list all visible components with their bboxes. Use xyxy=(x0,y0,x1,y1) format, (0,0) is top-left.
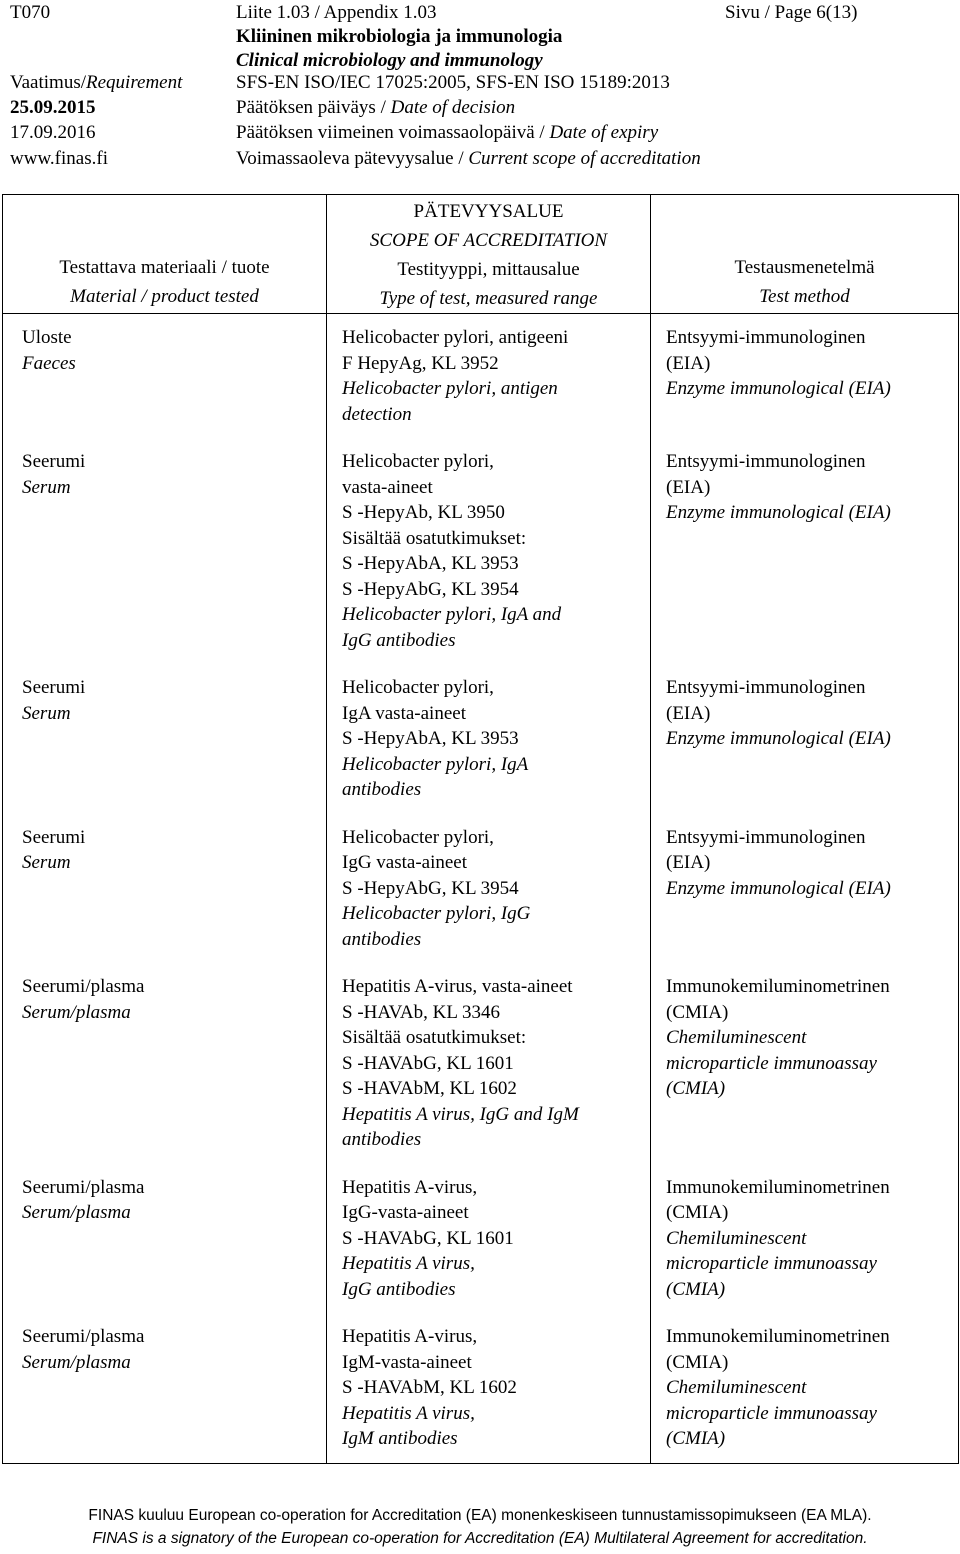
header-material-fi: Testattava materiaali / tuote xyxy=(59,257,270,278)
cell-line: S -HepyAbG, KL 3954 xyxy=(342,877,519,899)
cell-line: Entsyymi-immunologinen xyxy=(666,677,866,698)
cell-line: Hepatitis A-virus, xyxy=(342,1176,478,1198)
cell-line: Chemiluminescent xyxy=(666,1027,807,1048)
cell-line: (CMIA) xyxy=(666,1278,726,1300)
table-row xyxy=(3,963,959,1164)
cell-line: (EIA) xyxy=(666,852,711,873)
cell-line: IgG antibodies xyxy=(342,629,456,651)
cell-line: microparticle immunoassay xyxy=(666,1052,877,1074)
cell-line: Seerumi/plasma xyxy=(22,976,145,997)
scope-table xyxy=(2,194,959,1464)
cell-line: Helicobacter pylori, antigen xyxy=(342,378,558,399)
cell-line: F HepyAg, KL 3952 xyxy=(342,352,499,374)
footer-fi: FINAS kuuluu European co-operation for Accreditation (EA) monenkeskiseen tunnustamissopimukseen (EA MLA). xyxy=(88,1507,872,1524)
cell-line: Hepatitis A virus, xyxy=(342,1402,475,1424)
material-cell xyxy=(3,314,327,439)
header-row-1 xyxy=(0,0,960,26)
cell-line: Chemiluminescent xyxy=(666,1377,807,1398)
cell-line: S -HAVAbM, KL 1602 xyxy=(342,1377,517,1398)
cell-line: Hepatitis A virus, IgG and IgM xyxy=(342,1103,579,1125)
scope-label: Voimassaoleva pätevyysalue / Current scope of accreditation xyxy=(236,148,701,169)
cell-line: Helicobacter pylori, xyxy=(342,677,494,698)
test-method-cell xyxy=(651,314,959,439)
cell-line: S -HAVAbG, KL 1601 xyxy=(342,1227,514,1249)
cell-line: (CMIA) xyxy=(666,1351,729,1373)
cell-line: Faeces xyxy=(22,352,76,374)
table-row xyxy=(3,314,959,439)
finas-website[interactable]: www.finas.fi xyxy=(10,148,108,169)
cell-line: Helicobacter pylori, IgG xyxy=(342,903,531,924)
test-method-cell xyxy=(651,963,959,1164)
cell-line: Helicobacter pylori, IgA and xyxy=(342,604,562,625)
cell-line: Serum/plasma xyxy=(22,1351,131,1373)
header-row-2 xyxy=(0,24,960,50)
cell-line: antibodies xyxy=(342,1129,422,1150)
cell-line: (EIA) xyxy=(666,702,711,724)
appendix-label: Liite 1.03 / Appendix 1.03 xyxy=(236,2,437,23)
cell-line: vasta-aineet xyxy=(342,476,433,498)
header-row-4 xyxy=(0,70,960,96)
material-cell xyxy=(3,963,327,1164)
cell-line: Uloste xyxy=(22,327,72,348)
cell-line: Seerumi xyxy=(22,451,86,472)
cell-line: Immunokemiluminometrinen xyxy=(666,1326,890,1347)
test-method-cell xyxy=(651,1164,959,1314)
cell-line: detection xyxy=(342,403,412,425)
requirement-value: SFS-EN ISO/IEC 17025:2005, SFS-EN ISO 15189:2013 xyxy=(236,72,670,93)
cell-line: IgG vasta-aineet xyxy=(342,852,468,873)
header-method-en: Test method xyxy=(759,286,850,307)
test-type-cell xyxy=(327,963,651,1164)
header-material xyxy=(3,195,327,314)
cell-line: Seerumi xyxy=(22,677,86,698)
expiry-label: Päätöksen viimeinen voimassaolopäivä / Date of expiry xyxy=(236,122,659,143)
cell-line: Entsyymi-immunologinen xyxy=(666,327,866,348)
cell-line: Hepatitis A-virus, xyxy=(342,1326,478,1347)
cell-line: S -HepyAbA, KL 3953 xyxy=(342,553,519,574)
cell-line: Enzyme immunological (EIA) xyxy=(666,728,891,749)
table-row xyxy=(3,438,959,664)
cell-line: Entsyymi-immunologinen xyxy=(666,451,866,472)
header-type-fi: Testityyppi, mittausalue xyxy=(397,259,580,280)
test-type-cell xyxy=(327,438,651,664)
material-cell xyxy=(3,664,327,814)
cell-line: S -HAVAb, KL 3346 xyxy=(342,1001,501,1023)
expiry-date: 17.09.2016 xyxy=(10,122,96,143)
cell-line: S -HepyAb, KL 3950 xyxy=(342,502,505,523)
cell-line: Helicobacter pylori, IgA xyxy=(342,753,529,775)
material-cell xyxy=(3,1164,327,1314)
cell-line: Immunokemiluminometrinen xyxy=(666,976,890,997)
cell-line: (CMIA) xyxy=(666,1428,726,1449)
header-row-6 xyxy=(0,120,960,146)
material-cell xyxy=(3,814,327,964)
cell-line: Enzyme immunological (EIA) xyxy=(666,502,891,523)
cell-line: Seerumi/plasma xyxy=(22,1326,145,1347)
cell-line: S -HepyAbA, KL 3953 xyxy=(342,728,519,749)
cell-line: (EIA) xyxy=(666,476,711,498)
header-type xyxy=(327,195,651,314)
table-row xyxy=(3,814,959,964)
cell-line: Serum xyxy=(22,702,71,724)
header-scope-en: SCOPE OF ACCREDITATION xyxy=(369,230,608,251)
cell-line: microparticle immunoassay xyxy=(666,1253,877,1274)
header-method-fi: Testausmenetelmä xyxy=(734,257,875,278)
cell-line: Serum xyxy=(22,476,71,498)
test-type-cell xyxy=(327,664,651,814)
header-type-en: Type of test, measured range xyxy=(379,288,598,309)
test-method-cell xyxy=(651,1313,959,1463)
cell-line: (CMIA) xyxy=(666,1001,729,1023)
cell-line: antibodies xyxy=(342,928,422,950)
table-header-row xyxy=(3,195,959,314)
field-title-en: Clinical microbiology and immunology xyxy=(236,50,543,71)
cell-line: Entsyymi-immunologinen xyxy=(666,826,866,848)
test-type-cell xyxy=(327,814,651,964)
test-type-cell xyxy=(327,314,651,439)
cell-line: Helicobacter pylori, xyxy=(342,826,494,848)
cell-line: Helicobacter pylori, antigeeni xyxy=(342,327,569,348)
table-row xyxy=(3,664,959,814)
cell-line: Serum xyxy=(22,852,71,873)
cell-line: (CMIA) xyxy=(666,1078,726,1099)
cell-line: IgA vasta-aineet xyxy=(342,702,466,724)
decision-date: 25.09.2015 xyxy=(10,97,96,118)
cell-line: (EIA) xyxy=(666,352,711,374)
requirement-label: Vaatimus/Requirement xyxy=(10,72,183,93)
page-number: Sivu / Page 6(13) xyxy=(725,2,858,23)
cell-line: S -HAVAbM, KL 1602 xyxy=(342,1078,517,1099)
cell-line: (CMIA) xyxy=(666,1202,729,1223)
cell-line: IgM antibodies xyxy=(342,1428,458,1449)
decision-label: Päätöksen päiväys / Date of decision xyxy=(236,97,516,118)
cell-line: Enzyme immunological (EIA) xyxy=(666,378,891,399)
cell-line: IgG antibodies xyxy=(342,1278,456,1300)
cell-line: Sisältää osatutkimukset: xyxy=(342,527,527,549)
cell-line: Serum/plasma xyxy=(22,1001,131,1023)
header-scope-fi: PÄTEVYYSALUE xyxy=(413,201,564,222)
cell-line: IgM-vasta-aineet xyxy=(342,1351,472,1373)
cell-line: Hepatitis A virus, xyxy=(342,1253,475,1274)
cell-line: Immunokemiluminometrinen xyxy=(666,1176,890,1198)
cell-line: Serum/plasma xyxy=(22,1202,131,1223)
cell-line: S -HAVAbG, KL 1601 xyxy=(342,1052,514,1074)
cell-line: Helicobacter pylori, xyxy=(342,451,494,472)
header-row-7 xyxy=(0,146,960,172)
cell-line: Chemiluminescent xyxy=(666,1227,807,1249)
cell-line: microparticle immunoassay xyxy=(666,1402,877,1424)
header-method xyxy=(651,195,959,314)
test-method-cell xyxy=(651,664,959,814)
document-code: T070 xyxy=(10,2,51,23)
footer-en: FINAS is a signatory of the European co-operation for Accreditation (EA) Multilateral Agreement for accreditation. xyxy=(92,1530,868,1547)
test-type-cell xyxy=(327,1313,651,1463)
table-row xyxy=(3,1164,959,1314)
cell-line: Seerumi/plasma xyxy=(22,1176,145,1198)
header-row-5 xyxy=(0,95,960,121)
test-method-cell xyxy=(651,438,959,664)
cell-line: Seerumi xyxy=(22,826,86,848)
field-title-fi: Kliininen mikrobiologia ja immunologia xyxy=(236,26,563,47)
header-material-en: Material / product tested xyxy=(70,286,259,307)
test-method-cell xyxy=(651,814,959,964)
cell-line: antibodies xyxy=(342,779,422,800)
cell-line: IgG-vasta-aineet xyxy=(342,1202,469,1223)
test-type-cell xyxy=(327,1164,651,1314)
material-cell xyxy=(3,1313,327,1463)
cell-line: Enzyme immunological (EIA) xyxy=(666,877,891,899)
material-cell xyxy=(3,438,327,664)
cell-line: Sisältää osatutkimukset: xyxy=(342,1027,527,1048)
cell-line: Hepatitis A-virus, vasta-aineet xyxy=(342,976,573,997)
cell-line: S -HepyAbG, KL 3954 xyxy=(342,578,519,600)
table-row xyxy=(3,1313,959,1463)
